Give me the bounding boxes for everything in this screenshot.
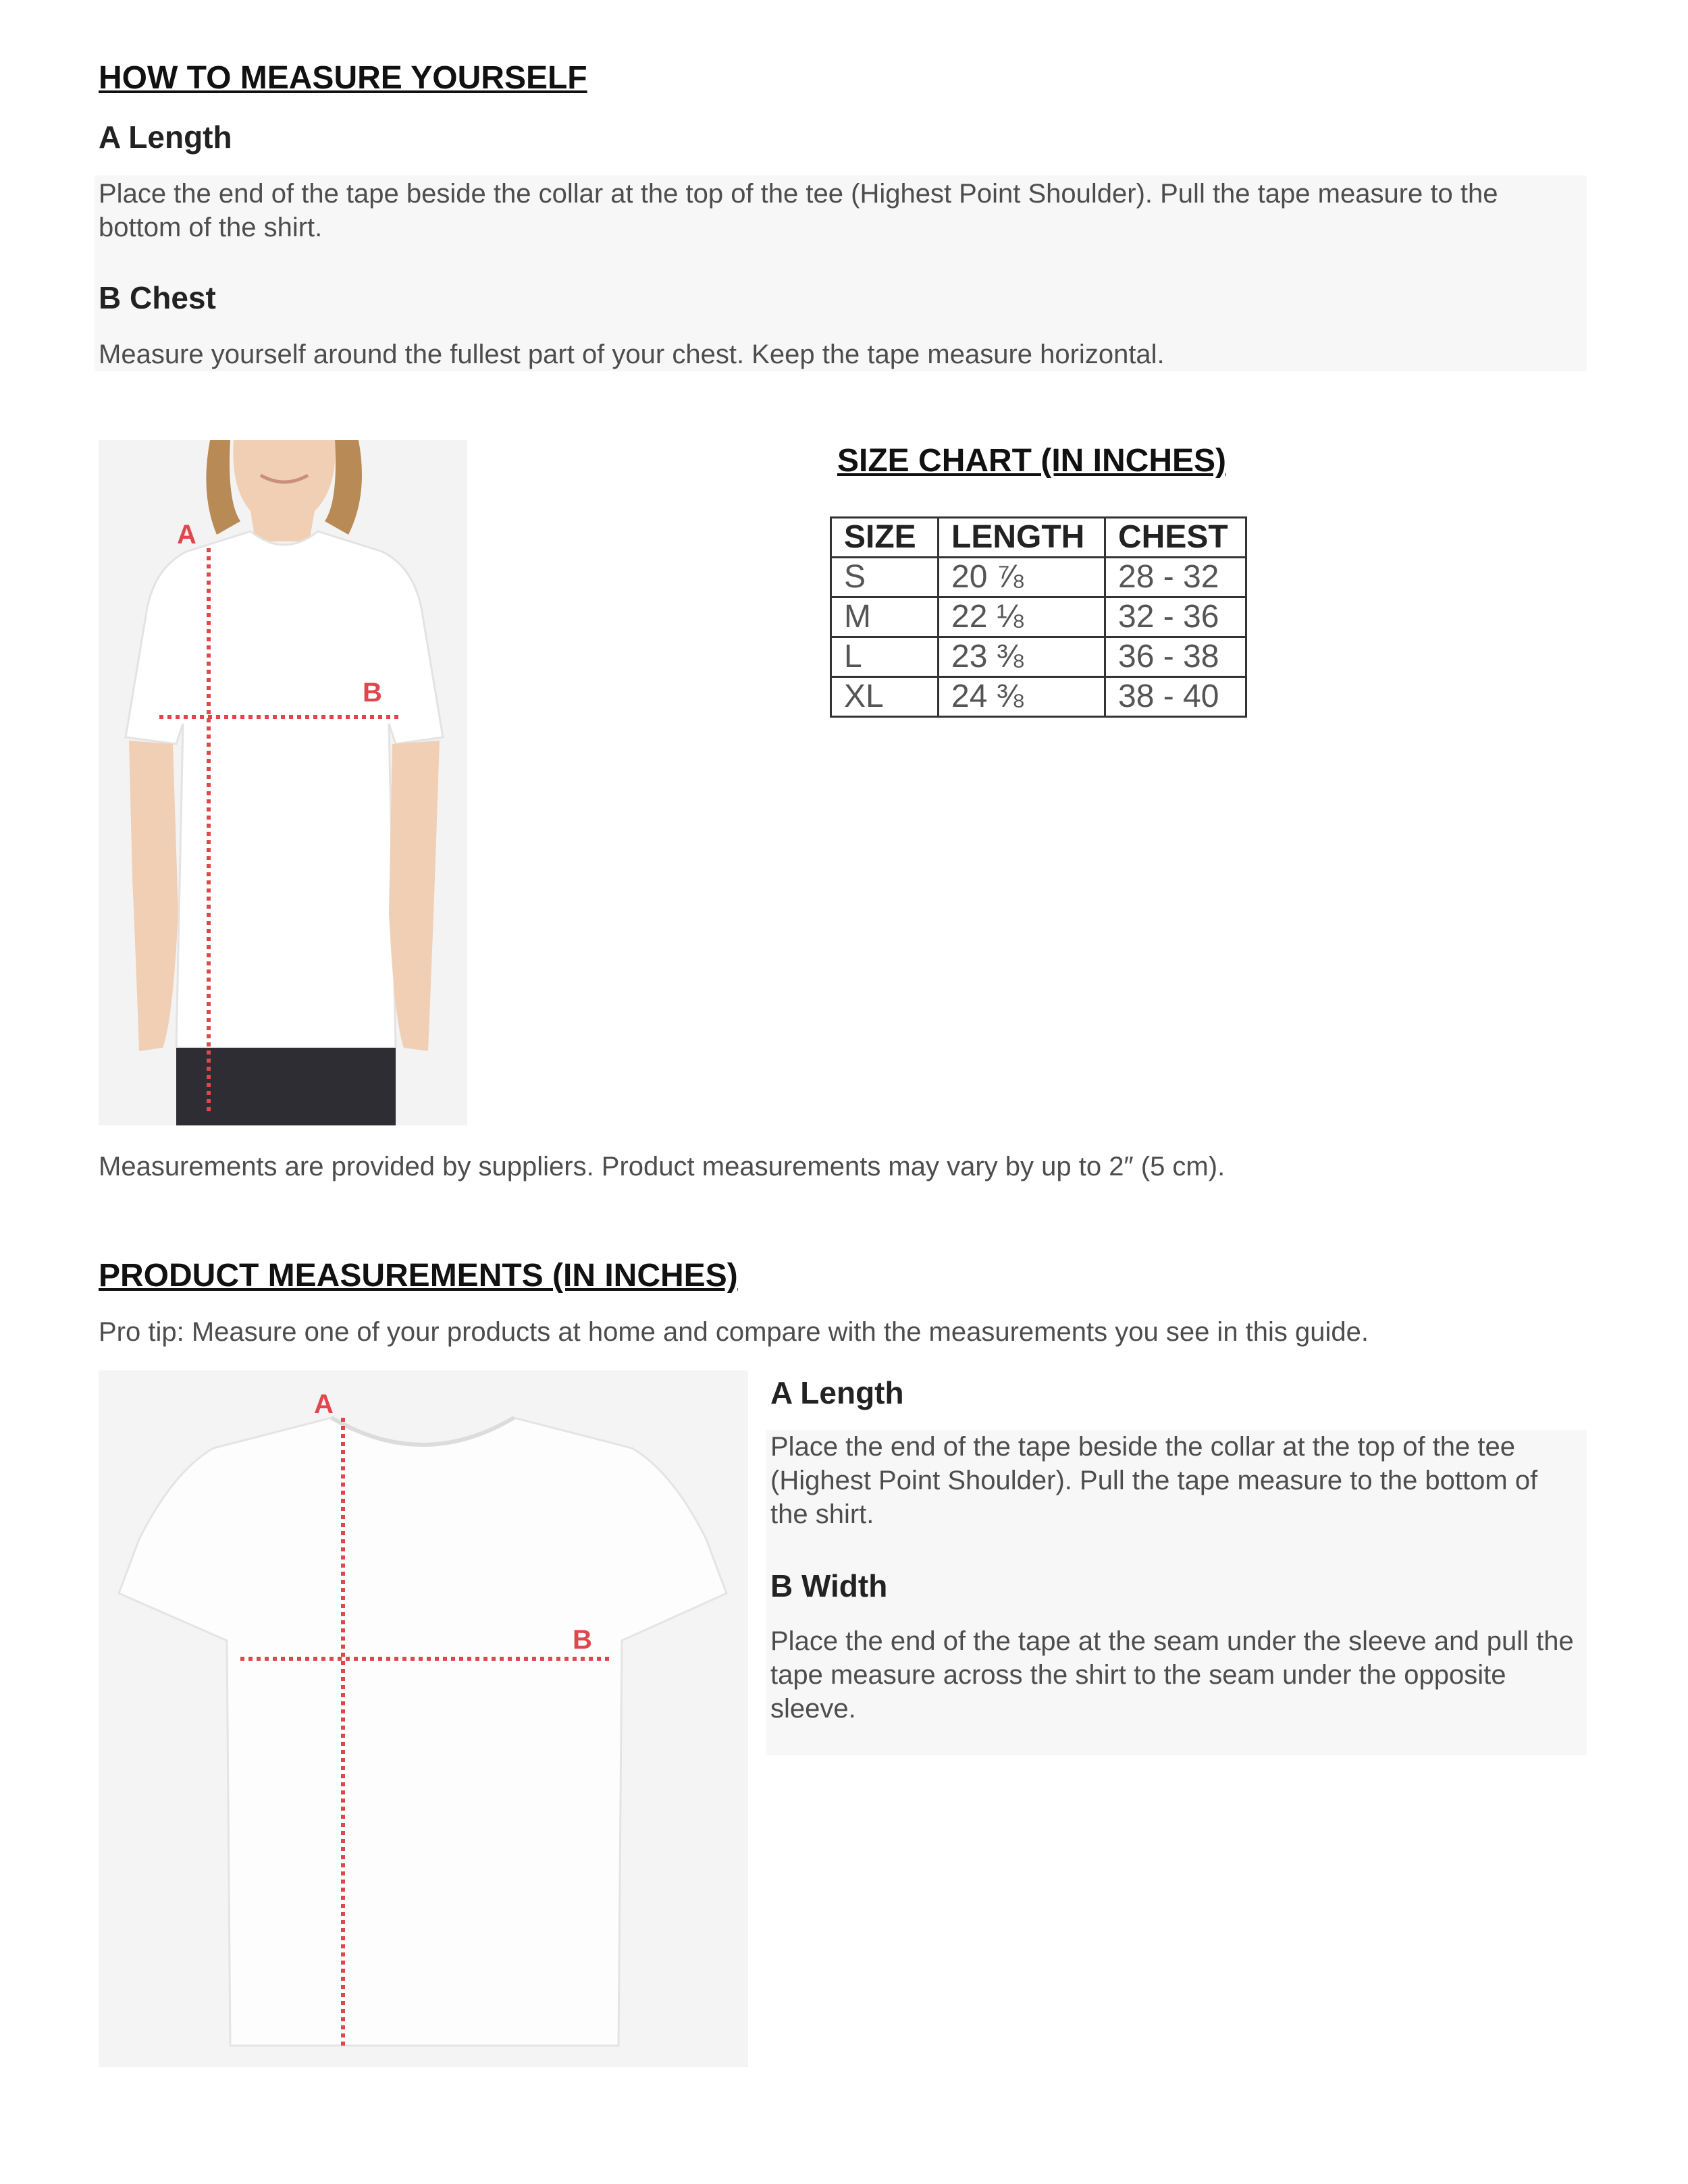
row-length: 22 ⅛ <box>939 597 1105 637</box>
length-heading: A Length <box>99 119 232 155</box>
size-chart-table <box>830 516 1247 718</box>
size-chart-title: SIZE CHART (IN INCHES) <box>837 443 1226 479</box>
row-size: XL <box>831 677 939 717</box>
row-size: S <box>831 558 939 597</box>
person-tshirt-illustration <box>99 440 467 1125</box>
table-row <box>831 597 1246 637</box>
table-row <box>831 677 1246 717</box>
header-length: LENGTH <box>939 518 1105 558</box>
product-width-description: Place the end of the tape at the seam under the sleeve and pull the tape measure across the shirt to the seam under the opposite sleeve. <box>770 1626 1574 1724</box>
table-row <box>831 558 1246 597</box>
person-measurement-photo <box>99 440 467 1125</box>
flat-shirt-photo <box>99 1370 748 2067</box>
product-measurements-title: PRODUCT MEASUREMENTS (IN INCHES) <box>99 1258 738 1294</box>
row-length: 24 ⅜ <box>939 677 1105 717</box>
flat-tshirt-illustration <box>99 1370 748 2067</box>
row-length: 20 ⅞ <box>939 558 1105 597</box>
table-row <box>831 637 1246 677</box>
row-chest: 38 - 40 <box>1105 677 1246 717</box>
product-width-heading: B Width <box>770 1568 888 1603</box>
shirt-label-a: A <box>314 1389 334 1419</box>
measure-yourself-title: HOW TO MEASURE YOURSELF <box>99 60 587 96</box>
row-size: L <box>831 637 939 677</box>
pro-tip: Pro tip: Measure one of your products at home and compare with the measurements you see in this guide. <box>99 1317 1369 1347</box>
header-chest: CHEST <box>1105 518 1246 558</box>
supplier-note: Measurements are provided by suppliers. Product measurements may vary by up to 2″ (5 cm). <box>99 1152 1225 1181</box>
product-length-description: Place the end of the tape beside the collar at the top of the tee (Highest Point Shoulder). Pull the tape measure to the bottom of the shirt. <box>770 1432 1538 1529</box>
person-label-b: B <box>363 678 382 708</box>
shirt-label-b: B <box>573 1625 592 1655</box>
row-length: 23 ⅜ <box>939 637 1105 677</box>
row-chest: 28 - 32 <box>1105 558 1246 597</box>
header-size: SIZE <box>831 518 939 558</box>
person-label-a: A <box>177 520 196 550</box>
length-description: Place the end of the tape beside the collar at the top of the tee (Highest Point Shoulder). Pull the tape measure to the bottom of the shirt. <box>99 179 1498 242</box>
chest-description: Measure yourself around the fullest part of your chest. Keep the tape measure horizontal. <box>99 340 1165 369</box>
row-chest: 36 - 38 <box>1105 637 1246 677</box>
product-length-heading: A Length <box>770 1375 904 1410</box>
chest-heading: B Chest <box>99 280 216 315</box>
row-size: M <box>831 597 939 637</box>
table-header-row <box>831 518 1246 558</box>
row-chest: 32 - 36 <box>1105 597 1246 637</box>
